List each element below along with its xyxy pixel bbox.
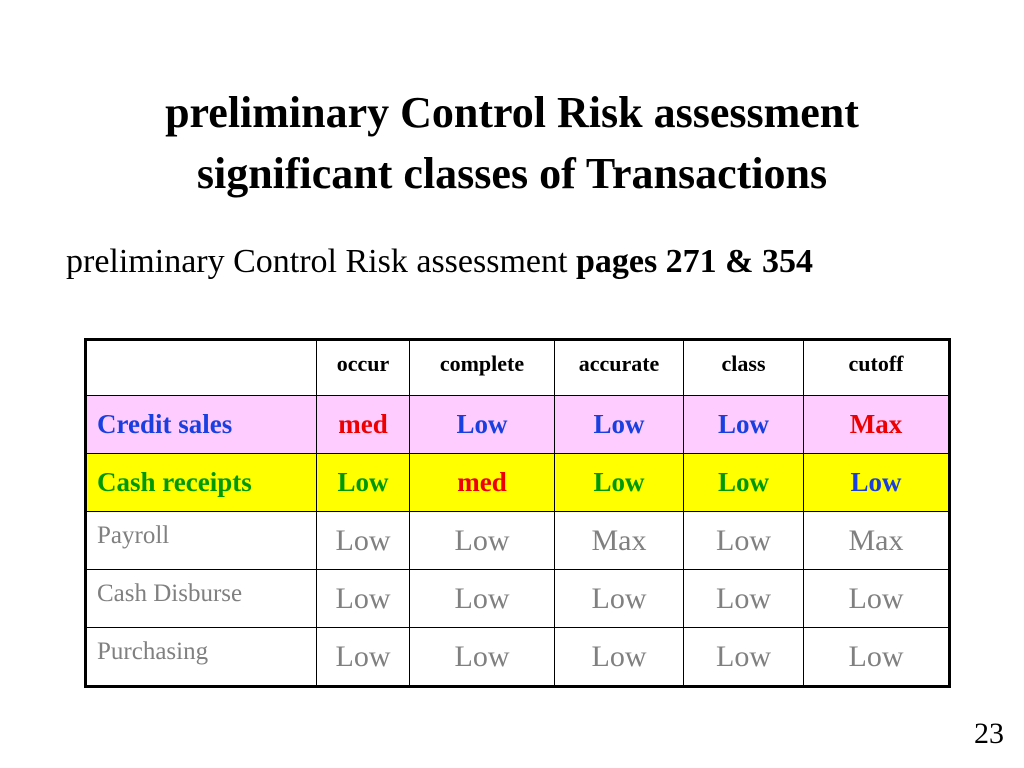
row-label: Cash receipts <box>86 454 317 512</box>
header-cell-accurate: accurate <box>555 340 684 396</box>
page-number: 23 <box>974 717 1004 750</box>
cell-class: Low <box>684 512 804 570</box>
cell-complete: Low <box>410 570 555 628</box>
table-header-row <box>86 340 950 396</box>
cell-complete: Low <box>410 512 555 570</box>
subtitle <box>66 240 813 284</box>
cell-occur: Low <box>317 628 410 687</box>
table-row-cash-disburse <box>86 570 950 628</box>
cell-complete: Low <box>410 628 555 687</box>
cell-cutoff: Low <box>804 570 950 628</box>
title-line-2: significant classes of Transactions <box>196 149 828 198</box>
cell-occur: Low <box>317 512 410 570</box>
header-cell-complete: complete <box>410 340 555 396</box>
table-row-cash-receipts <box>86 454 950 512</box>
table-row-credit-sales <box>86 396 950 454</box>
header-cell-empty <box>86 340 317 396</box>
table-row-purchasing <box>86 628 950 687</box>
row-label: Purchasing <box>86 628 317 687</box>
cell-occur: Low <box>317 570 410 628</box>
row-label: Payroll <box>86 512 317 570</box>
slide-title <box>0 82 1024 204</box>
header-cell-class: class <box>684 340 804 396</box>
subtitle-text: preliminary Control Risk assessment <box>66 243 576 280</box>
table-row-payroll <box>86 512 950 570</box>
cell-cutoff: Low <box>804 628 950 687</box>
cell-accurate: Low <box>555 454 684 512</box>
cell-class: Low <box>684 396 804 454</box>
cell-class: Low <box>684 454 804 512</box>
cell-complete: med <box>410 454 555 512</box>
subtitle-pages: pages 271 & 354 <box>575 243 814 280</box>
cell-accurate: Low <box>555 628 684 687</box>
header-cell-cutoff: cutoff <box>804 340 950 396</box>
cell-class: Low <box>684 628 804 687</box>
row-label: Credit sales <box>86 396 317 454</box>
risk-assessment-table <box>84 338 951 688</box>
cell-class: Low <box>684 570 804 628</box>
row-label: Cash Disburse <box>86 570 317 628</box>
title-line-1: preliminary Control Risk assessment <box>165 88 859 137</box>
cell-cutoff: Low <box>804 454 950 512</box>
cell-occur: Low <box>317 454 410 512</box>
cell-cutoff: Max <box>804 396 950 454</box>
cell-accurate: Low <box>555 570 684 628</box>
cell-accurate: Low <box>555 396 684 454</box>
cell-cutoff: Max <box>804 512 950 570</box>
cell-occur: med <box>317 396 410 454</box>
header-cell-occur: occur <box>317 340 410 396</box>
cell-complete: Low <box>410 396 555 454</box>
cell-accurate: Max <box>555 512 684 570</box>
